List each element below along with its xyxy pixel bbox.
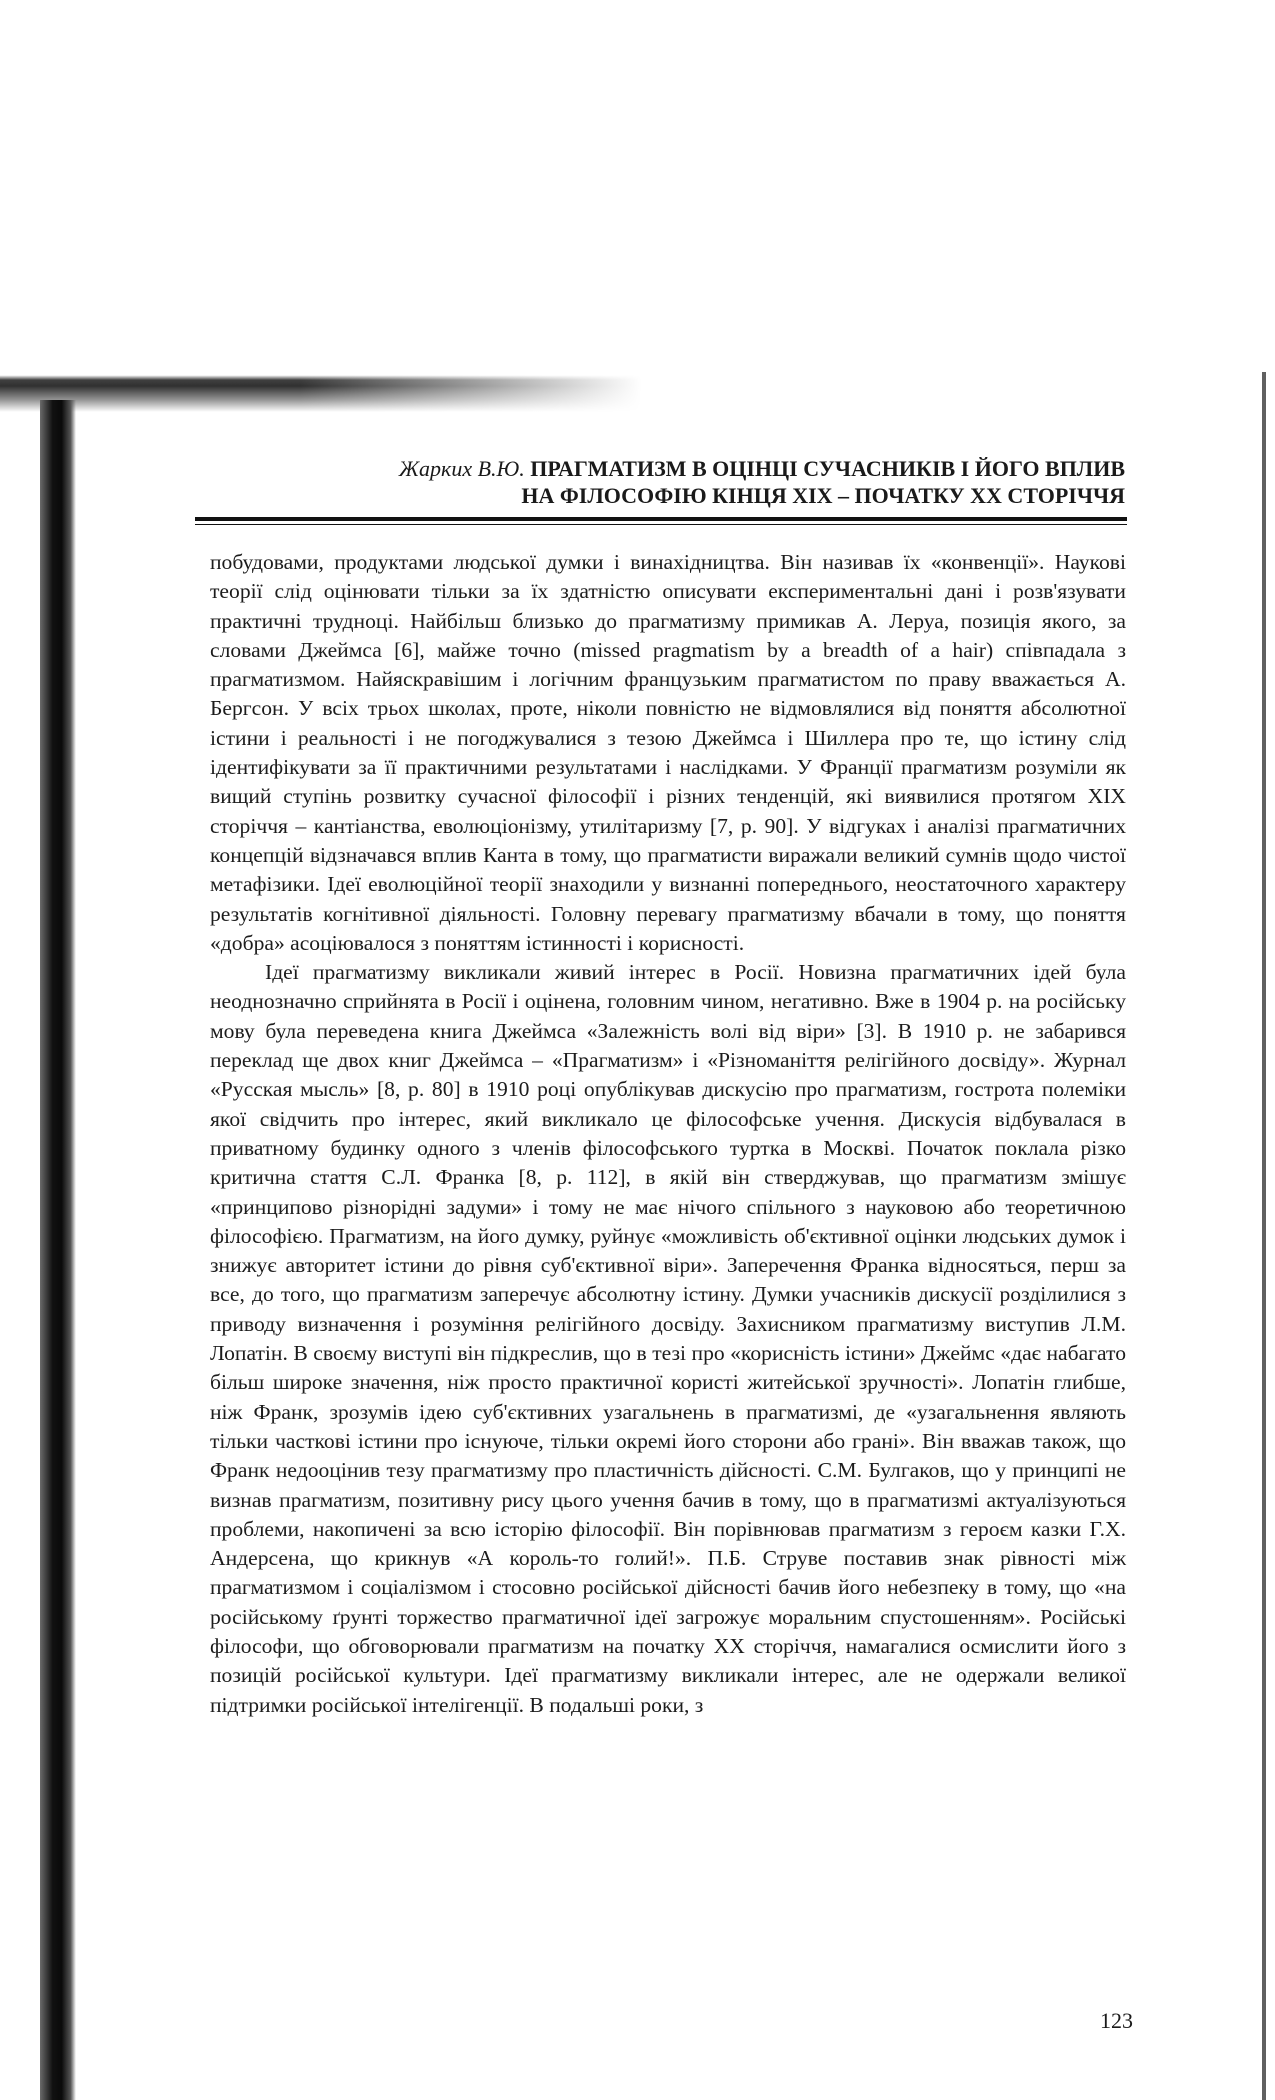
scan-edge-right xyxy=(1262,372,1266,2100)
header-title-line-1: ПРАГМАТИЗМ В ОЦІНЦІ СУЧАСНИКІВ І ЙОГО ВПЛИВ xyxy=(530,456,1125,481)
scan-edge-left xyxy=(40,400,76,2100)
scan-edge-top-fade xyxy=(300,372,1275,412)
page-number: 123 xyxy=(1100,2008,1133,2033)
header-author: Жарких В.Ю. xyxy=(398,456,525,481)
body-text xyxy=(210,548,1126,1720)
header-rule-thick xyxy=(195,517,1127,521)
header-rule-thin xyxy=(195,524,1127,525)
running-header xyxy=(210,455,1125,509)
paragraph-continued: побудовами, продуктами людської думки і винахідництва. Він називав їх «конвенції». Наукові теорії слід оцінювати тільки за їх здатністю описувати експериментальні дані і розв'язувати практичні трудноці. Найбільш близько до прагматизму примикав А. Леруа, позиція якого, за словами Джеймса [6], майже точно (missed pragmatism by a breadth of a hair) співпадала з прагматизмом. Найяскравішим і логічним французьким прагматистом по праву вважається А. Бергсон. У всіх трьох школах, проте, ніколи повністю не відмовлялися від поняття абсолютної істини і реальності і не погоджувалися з тезою Джеймса і Шиллера про те, що істину слід ідентифікувати за її практичними результатами і наслідками. У Франції прагматизм розуміли як вищий ступінь розвитку сучасної філософії і різних тенденцій, які виявилися протягом XIX сторіччя – кантіанства, еволюціонізму, утилітаризму [7, p. 90]. У відгуках і аналізі прагматичних концепцій відзначався вплив Канта в тому, що прагматисти виражали великий сумнів щодо чистої метафізики. Ідеї еволюційної теорії знаходили у визнанні попереднього, неостаточного характеру результатів когнітивної діяльності. Головну перевагу прагматизму вбачали в тому, що поняття «добра» асоціювалося з поняттям істинності і корисності. xyxy=(210,550,1126,955)
paragraph: Ідеї прагматизму викликали живий інтерес в Росії. Новизна прагматичних ідей була неоднозначно сприйнята в Росії і оцінена, головним чином, негативно. Вже в 1904 р. на російську мову була переведена книга Джеймса «Залежність волі від віри» [3]. В 1910 р. не забарився переклад ще двох книг Джеймса – «Прагматизм» і «Різноманіття релігійного досвіду». Журнал «Русская мысль» [8, p. 80] в 1910 році опублікував дискусію про прагматизм, гострота полеміки якої свідчить про інтерес, який викликало це філософське учення. Дискусія відбувалася в приватному будинку одного з членів філософського туртка в Москві. Початок поклала різко критична стаття С.Л. Франка [8, p. 112], в якій він стверджував, що прагматизм змішує «принципово різнорідні задуми» і тому не має нічого спільного з науковою або теоретичною філософією. Прагматизм, на його думку, руйнує «можливість об'єктивної оцінки людських думок і знижує авторитет істини до рівня суб'єктивної віри». Заперечення Франка відносяться, перш за все, до того, що прагматизм заперечує абсолютну істину. Думки учасників дискусії розділилися з приводу визначення і розуміння релігійного досвіду. Захисником прагматизму виступив Л.М. Лопатін. В своєму виступі він підкреслив, що в тезі про «корисність істини» Джеймс «дає набагато більш широке значення, ніж просто практичної користі житейської зручності». Лопатін глибше, ніж Франк, зрозумів ідею суб'єктивних узагальнень в прагматизмі, де «узагальнення являють тільки часткові істини про існуюче, тільки окремі його сторони або грані». Він вважав також, що Франк недооцінив тезу прагматизму про пластичність дійсності. С.М. Булгаков, що у принципі не визнав прагматизм, позитивну рису цього учення бачив в тому, що в прагматизмі актуалізуються проблеми, накопичені за всю історію філософії. Він порівнював прагматизм з героєм казки Г.Х. Андерсена, що крикнув «А король-то голий!». П.Б. Струве поставив знак рівності між прагматизмом і соціалізмом і стосовно російської дійсності бачив його небезпеку в тому, що «на російському ґрунті торжество прагматичної ідеї загрожує моральним спустошенням». Російські філософи, що обговорювали прагматизм на початку XX сторіччя, намагалися осмислити його з позицій російської культури. Ідеї прагматизму викликали інтерес, але не одержали великої підтримки російської інтелігенції. В подальші роки, з xyxy=(210,960,1126,1717)
header-line-1 xyxy=(210,455,1125,482)
header-title-line-2: НА ФІЛОСОФІЮ КІНЦЯ XIX – ПОЧАТКУ XX СТОРІЧЧЯ xyxy=(521,483,1125,508)
